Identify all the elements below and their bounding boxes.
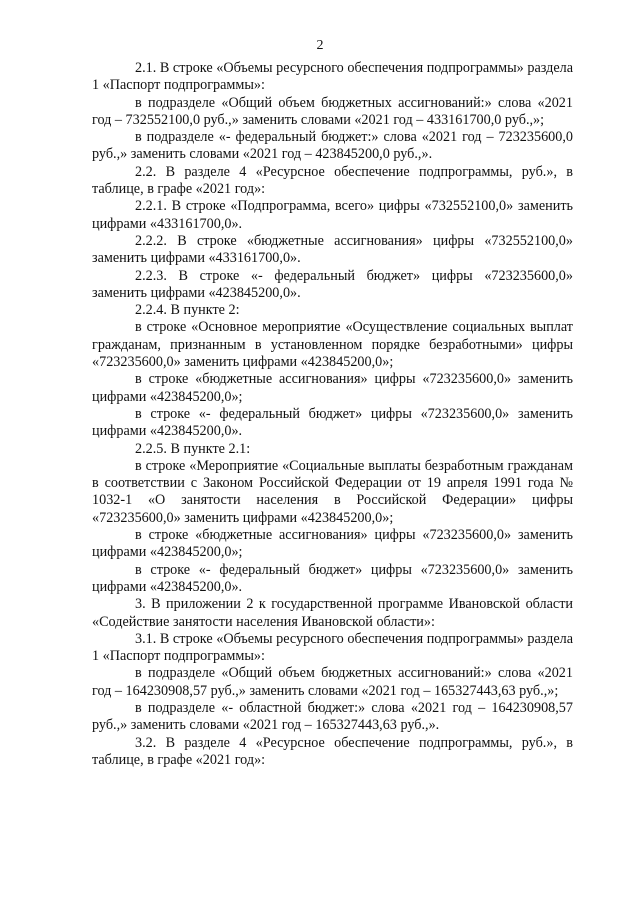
- paragraph-2-1-federal-budget: в подразделе «- федеральный бюджет:» слова «2021 год – 723235600,0 руб.,» заменить словами «2021 год – 423845200,0 руб.,».: [92, 129, 573, 163]
- paragraph-2-2-4-federal-budget: в строке «- федеральный бюджет» цифры «723235600,0» заменить цифрами «423845200,0».: [92, 405, 573, 440]
- paragraph-3: 3. В приложении 2 к государственной программе Ивановской области «Содействие занятости населения Ивановской области»:: [92, 596, 573, 630]
- paragraph-3-1-total-volume: в подразделе «Общий объем бюджетных ассигнований:» слова «2021 год – 164230908,57 руб.,» заменить словами «2021 год – 165327443,63 руб.,»;: [92, 665, 573, 699]
- paragraph-3-1-regional-budget: в подразделе «- областной бюджет:» слова «2021 год – 164230908,57 руб.,» заменить словами «2021 год – 165327443,63 руб.,».: [92, 699, 573, 734]
- paragraph-2-2-5-activity: в строке «Мероприятие «Социальные выплаты безработным гражданам в соответствии с Законом Российской Федерации от 19 апреля 1991 года № 1032-1 «О занятости населения в Российской Федерации» цифры «723235600,0» заменить цифрами «423845200,0»;: [92, 457, 573, 526]
- paragraph-2-2-5-federal-budget: в строке «- федеральный бюджет» цифры «723235600,0» заменить цифрами «423845200,0».: [92, 561, 573, 595]
- paragraph-2-2-5: 2.2.5. В пункте 2.1:: [135, 440, 251, 457]
- paragraph-2-1-total-volume: в подразделе «Общий объем бюджетных ассигнований:» слова «2021 год – 732552100,0 руб.,» заменить словами «2021 год – 433161700,0 руб.,»;: [92, 94, 573, 128]
- paragraph-2-2-1: 2.2.1. В строке «Подпрограмма, всего» цифры «732552100,0» заменить цифрами «433161700,0».: [92, 198, 573, 232]
- page-number: 2: [316, 38, 324, 53]
- paragraph-3-1: 3.1. В строке «Объемы ресурсного обеспечения подпрограммы» раздела 1 «Паспорт подпрограммы»:: [92, 630, 573, 665]
- paragraph-2-2-4-main-activity: в строке «Основное мероприятие «Осуществление социальных выплат гражданам, признанным в установленном порядке безработными» цифры «723235600,0» заменить цифрами «423845200,0»;: [92, 319, 573, 371]
- paragraph-2-2-4-budget-allocations: в строке «бюджетные ассигнования» цифры «723235600,0» заменить цифрами «423845200,0»;: [92, 371, 573, 405]
- paragraph-2-1: 2.1. В строке «Объемы ресурсного обеспечения подпрограммы» раздела 1 «Паспорт подпрограммы»:: [92, 60, 573, 94]
- paragraph-2-2-4: 2.2.4. В пункте 2:: [135, 302, 240, 319]
- document-body: [92, 60, 573, 769]
- paragraph-2-2-5-budget-allocations: в строке «бюджетные ассигнования» цифры «723235600,0» заменить цифрами «423845200,0»;: [92, 527, 573, 561]
- paragraph-3-2: 3.2. В разделе 4 «Ресурсное обеспечение подпрограммы, руб.», в таблице, в графе «2021 год»:: [92, 734, 573, 768]
- paragraph-2-2-3: 2.2.3. В строке «- федеральный бюджет» цифры «723235600,0» заменить цифрами «423845200,0».: [92, 267, 573, 301]
- paragraph-2-2: 2.2. В разделе 4 «Ресурсное обеспечение подпрограммы, руб.», в таблице, в графе «2021 год»:: [92, 163, 573, 198]
- paragraph-2-2-2: 2.2.2. В строке «бюджетные ассигнования» цифры «732552100,0» заменить цифрами «433161700,0».: [92, 232, 573, 267]
